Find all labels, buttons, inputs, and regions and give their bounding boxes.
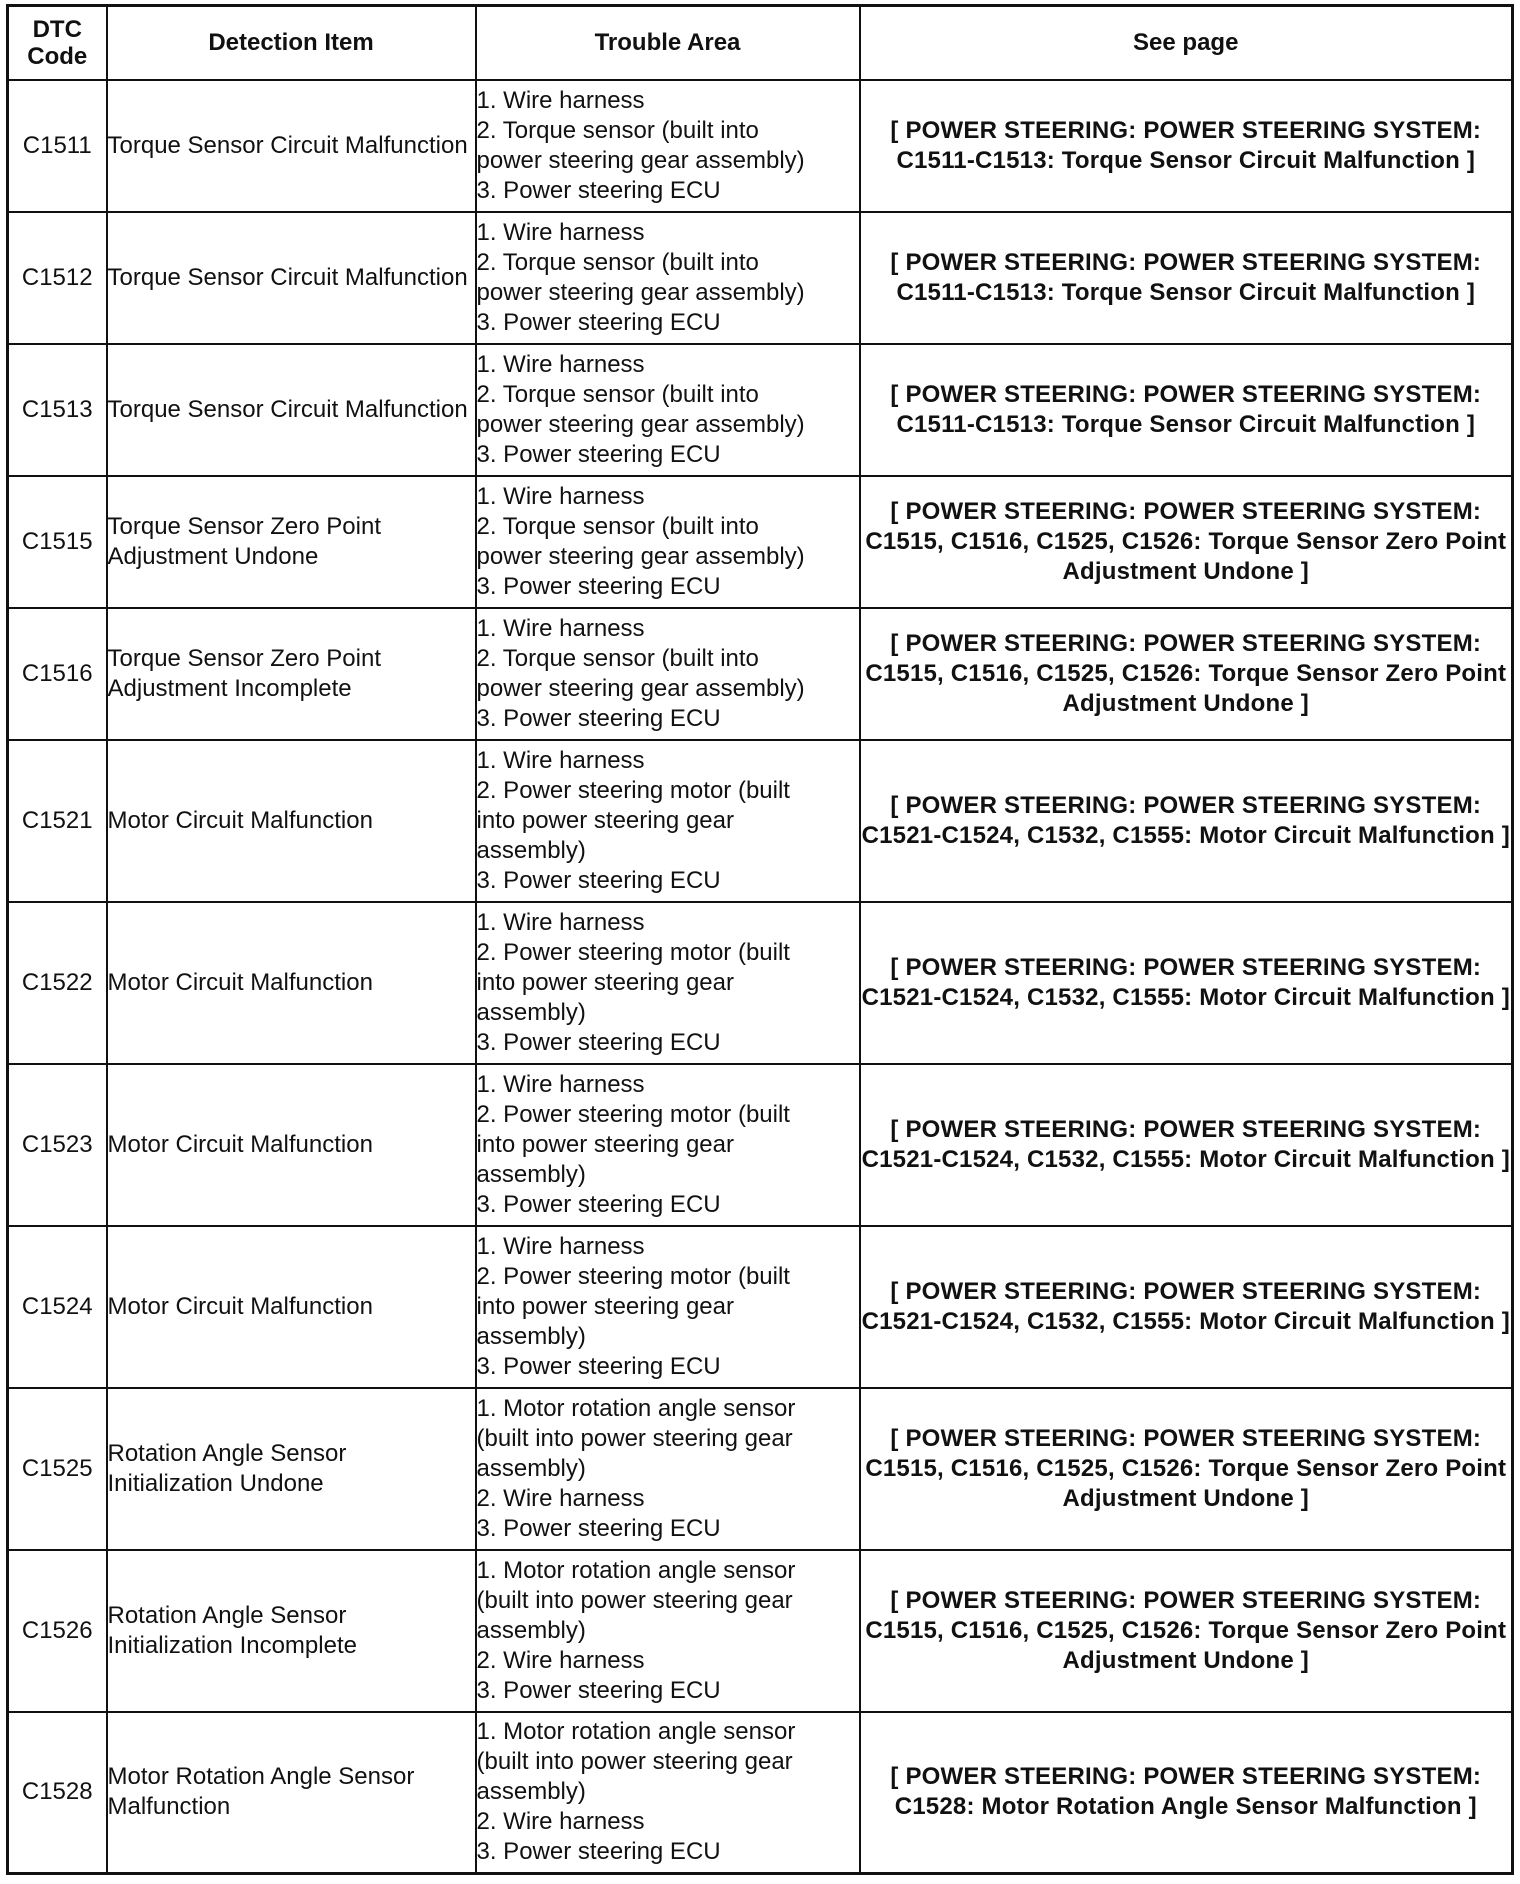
trouble-area-cell	[476, 1064, 860, 1226]
trouble-area-cell	[476, 1712, 860, 1874]
trouble-area-cell	[476, 476, 860, 608]
dtc-code-cell: C1515	[8, 476, 107, 608]
trouble-area-line: 1. Wire harness	[476, 614, 645, 642]
header-detection-item: Detection Item	[107, 6, 476, 80]
trouble-area-line: 1. Wire harness	[476, 1232, 645, 1260]
detection-item-cell: Motor Circuit Malfunction	[107, 902, 476, 1064]
see-page-link[interactable]: [ POWER STEERING: POWER STEERING SYSTEM: C1521-C1524, C1532, C1555: Motor Circuit Malfunction ]	[860, 740, 1513, 902]
trouble-area-line: assembly)	[476, 1454, 586, 1482]
table-row	[8, 1388, 1513, 1550]
trouble-area-line: 3. Power steering ECU	[476, 440, 721, 468]
trouble-area-line: 3. Power steering ECU	[476, 1028, 721, 1056]
see-page-link[interactable]: [ POWER STEERING: POWER STEERING SYSTEM: C1511-C1513: Torque Sensor Circuit Malfunction ]	[860, 80, 1513, 212]
trouble-area-line: 2. Torque sensor (built into	[476, 512, 759, 540]
see-page-link[interactable]: [ POWER STEERING: POWER STEERING SYSTEM: C1515, C1516, C1525, C1526: Torque Sensor Zero Point Adjustment Undone ]	[860, 1550, 1513, 1712]
detection-item-cell: Rotation Angle Sensor Initialization Incomplete	[107, 1550, 476, 1712]
table-row	[8, 1550, 1513, 1712]
trouble-area-cell	[476, 80, 860, 212]
trouble-area-line: 3. Power steering ECU	[476, 1190, 721, 1218]
detection-item-cell: Motor Circuit Malfunction	[107, 1226, 476, 1388]
trouble-area-line: into power steering gear	[476, 1292, 734, 1320]
trouble-area-line: 2. Wire harness	[476, 1484, 645, 1512]
dtc-code-cell: C1523	[8, 1064, 107, 1226]
trouble-area-line: 3. Power steering ECU	[476, 704, 721, 732]
trouble-area-line: 2. Torque sensor (built into	[476, 644, 759, 672]
dtc-code-cell: C1526	[8, 1550, 107, 1712]
trouble-area-line: 3. Power steering ECU	[476, 572, 721, 600]
see-page-link[interactable]: [ POWER STEERING: POWER STEERING SYSTEM: C1515, C1516, C1525, C1526: Torque Sensor Zero Point Adjustment Undone ]	[860, 476, 1513, 608]
header-dtc-code: DTC Code	[8, 6, 107, 80]
trouble-area-line: assembly)	[476, 836, 586, 864]
trouble-area-line: 1. Wire harness	[476, 218, 645, 246]
trouble-area-line: 2. Power steering motor (built	[476, 938, 790, 966]
trouble-area-line: into power steering gear	[476, 968, 734, 996]
dtc-code-cell: C1516	[8, 608, 107, 740]
trouble-area-line: (built into power steering gear	[476, 1586, 793, 1614]
detection-item-cell: Torque Sensor Zero Point Adjustment Incomplete	[107, 608, 476, 740]
trouble-area-line: 2. Wire harness	[476, 1808, 645, 1836]
trouble-area-line: power steering gear assembly)	[476, 674, 805, 702]
trouble-area-cell	[476, 608, 860, 740]
trouble-area-line: 2. Power steering motor (built	[476, 1262, 790, 1290]
see-page-link[interactable]: [ POWER STEERING: POWER STEERING SYSTEM: C1521-C1524, C1532, C1555: Motor Circuit Malfunction ]	[860, 1226, 1513, 1388]
dtc-code-cell: C1513	[8, 344, 107, 476]
trouble-area-line: 2. Torque sensor (built into	[476, 248, 759, 276]
trouble-area-line: 2. Torque sensor (built into	[476, 380, 759, 408]
detection-item-cell: Torque Sensor Circuit Malfunction	[107, 80, 476, 212]
detection-item-cell: Motor Rotation Angle Sensor Malfunction	[107, 1712, 476, 1874]
header-see-page: See page	[860, 6, 1513, 80]
table-row	[8, 740, 1513, 902]
trouble-area-line: 3. Power steering ECU	[476, 176, 721, 204]
table-row	[8, 1226, 1513, 1388]
table-header-row	[8, 6, 1513, 80]
trouble-area-line: into power steering gear	[476, 806, 734, 834]
trouble-area-line: 2. Power steering motor (built	[476, 776, 790, 804]
table-row	[8, 902, 1513, 1064]
dtc-code-cell: C1512	[8, 212, 107, 344]
table-row	[8, 80, 1513, 212]
table-row	[8, 344, 1513, 476]
trouble-area-line: 1. Motor rotation angle sensor	[476, 1394, 796, 1422]
table-body	[8, 80, 1513, 1874]
dtc-code-cell: C1511	[8, 80, 107, 212]
trouble-area-line: power steering gear assembly)	[476, 410, 805, 438]
trouble-area-line: assembly)	[476, 998, 586, 1026]
trouble-area-line: 3. Power steering ECU	[476, 1676, 721, 1704]
trouble-area-line: power steering gear assembly)	[476, 542, 805, 570]
dtc-code-cell: C1522	[8, 902, 107, 1064]
trouble-area-line: 2. Wire harness	[476, 1646, 645, 1674]
table-row	[8, 212, 1513, 344]
see-page-link[interactable]: [ POWER STEERING: POWER STEERING SYSTEM: C1521-C1524, C1532, C1555: Motor Circuit Malfunction ]	[860, 1064, 1513, 1226]
trouble-area-line: 1. Wire harness	[476, 1070, 645, 1098]
trouble-area-line: power steering gear assembly)	[476, 278, 805, 306]
header-trouble-area: Trouble Area	[476, 6, 860, 80]
trouble-area-line: 1. Motor rotation angle sensor	[476, 1718, 796, 1746]
see-page-link[interactable]: [ POWER STEERING: POWER STEERING SYSTEM: C1511-C1513: Torque Sensor Circuit Malfunction ]	[860, 344, 1513, 476]
trouble-area-line: assembly)	[476, 1616, 586, 1644]
detection-item-cell: Torque Sensor Circuit Malfunction	[107, 344, 476, 476]
trouble-area-cell	[476, 1388, 860, 1550]
trouble-area-line: 1. Wire harness	[476, 746, 645, 774]
trouble-area-line: 1. Wire harness	[476, 908, 645, 936]
detection-item-cell: Rotation Angle Sensor Initialization Undone	[107, 1388, 476, 1550]
trouble-area-cell	[476, 1226, 860, 1388]
trouble-area-line: assembly)	[476, 1778, 586, 1806]
table-row	[8, 1712, 1513, 1874]
trouble-area-line: (built into power steering gear	[476, 1424, 793, 1452]
trouble-area-line: power steering gear assembly)	[476, 146, 805, 174]
table-row	[8, 476, 1513, 608]
see-page-link[interactable]: [ POWER STEERING: POWER STEERING SYSTEM: C1528: Motor Rotation Angle Sensor Malfunction ]	[860, 1712, 1513, 1874]
trouble-area-line: 3. Power steering ECU	[476, 866, 721, 894]
see-page-link[interactable]: [ POWER STEERING: POWER STEERING SYSTEM: C1511-C1513: Torque Sensor Circuit Malfunction ]	[860, 212, 1513, 344]
trouble-area-line: 3. Power steering ECU	[476, 1352, 721, 1380]
trouble-area-cell	[476, 740, 860, 902]
detection-item-cell: Motor Circuit Malfunction	[107, 1064, 476, 1226]
see-page-link[interactable]: [ POWER STEERING: POWER STEERING SYSTEM: C1515, C1516, C1525, C1526: Torque Sensor Zero Point Adjustment Undone ]	[860, 608, 1513, 740]
detection-item-cell: Motor Circuit Malfunction	[107, 740, 476, 902]
trouble-area-cell	[476, 1550, 860, 1712]
trouble-area-line: assembly)	[476, 1322, 586, 1350]
trouble-area-line: 3. Power steering ECU	[476, 308, 721, 336]
detection-item-cell: Torque Sensor Zero Point Adjustment Undone	[107, 476, 476, 608]
trouble-area-line: 2. Power steering motor (built	[476, 1100, 790, 1128]
trouble-area-line: assembly)	[476, 1160, 586, 1188]
trouble-area-line: 3. Power steering ECU	[476, 1838, 721, 1866]
table-row	[8, 1064, 1513, 1226]
trouble-area-line: into power steering gear	[476, 1130, 734, 1158]
trouble-area-line: 1. Wire harness	[476, 86, 645, 114]
trouble-area-line: 2. Torque sensor (built into	[476, 116, 759, 144]
trouble-area-cell	[476, 344, 860, 476]
trouble-area-line: 3. Power steering ECU	[476, 1514, 721, 1542]
trouble-area-line: 1. Wire harness	[476, 350, 645, 378]
dtc-code-cell: C1525	[8, 1388, 107, 1550]
dtc-code-cell: C1521	[8, 740, 107, 902]
trouble-area-cell	[476, 212, 860, 344]
dtc-table	[6, 4, 1514, 1875]
trouble-area-cell	[476, 902, 860, 1064]
see-page-link[interactable]: [ POWER STEERING: POWER STEERING SYSTEM: C1521-C1524, C1532, C1555: Motor Circuit Malfunction ]	[860, 902, 1513, 1064]
see-page-link[interactable]: [ POWER STEERING: POWER STEERING SYSTEM: C1515, C1516, C1525, C1526: Torque Sensor Zero Point Adjustment Undone ]	[860, 1388, 1513, 1550]
trouble-area-line: 1. Wire harness	[476, 482, 645, 510]
dtc-code-cell: C1528	[8, 1712, 107, 1874]
trouble-area-line: 1. Motor rotation angle sensor	[476, 1556, 796, 1584]
dtc-code-cell: C1524	[8, 1226, 107, 1388]
detection-item-cell: Torque Sensor Circuit Malfunction	[107, 212, 476, 344]
table-row	[8, 608, 1513, 740]
trouble-area-line: (built into power steering gear	[476, 1748, 793, 1776]
